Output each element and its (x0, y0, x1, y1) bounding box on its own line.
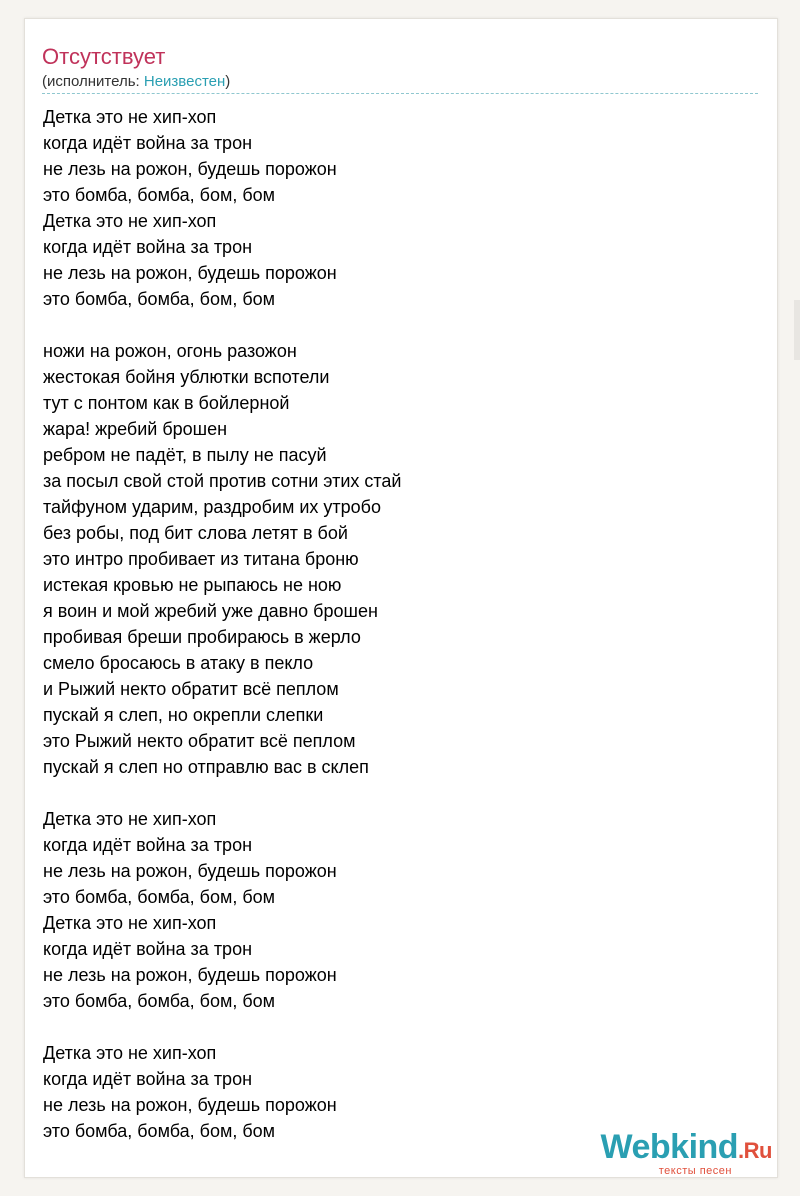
lyrics-line: когда идёт война за трон (43, 1069, 253, 1089)
divider (42, 93, 758, 94)
lyrics-line: смело бросаюсь в атаку в пекло (43, 653, 314, 673)
lyrics-line: жара! жребий брошен (43, 419, 228, 439)
artist-link[interactable]: Неизвестен (143, 73, 226, 90)
lyrics-line: пробивая бреши пробираюсь в жерло (43, 627, 361, 647)
lyrics-line: тайфуном ударим, раздробим их утробо (43, 497, 381, 517)
song-title: Отсутствует (42, 44, 166, 69)
lyrics-line: ножи на рожон, огонь разожон (43, 341, 297, 361)
site-logo[interactable] (601, 1130, 773, 1177)
lyrics-line: Детка это не хип-хоп (43, 107, 217, 127)
lyrics-line: когда идёт война за трон (43, 237, 253, 257)
lyrics-line: когда идёт война за трон (43, 835, 253, 855)
lyrics-text (43, 104, 402, 1144)
scrollbar-thumb[interactable] (794, 300, 800, 360)
lyrics-line: Детка это не хип-хоп (43, 211, 217, 231)
lyrics-line: пускай я слеп, но окрепли слепки (43, 705, 324, 725)
lyrics-line: Детка это не хип-хоп (43, 1043, 217, 1063)
lyrics-line: не лезь на рожон, будешь порожон (43, 159, 337, 179)
lyrics-line: это бомба, бомба, бом, бом (43, 1121, 276, 1141)
lyrics-line: не лезь на рожон, будешь порожон (43, 263, 337, 283)
lyrics-line: не лезь на рожон, будешь порожон (43, 861, 337, 881)
lyrics-line: и Рыжий некто обратит всё пеплом (43, 679, 339, 699)
lyrics-line: это бомба, бомба, бом, бом (43, 185, 276, 205)
lyrics-line: это интро пробивает из титана броню (43, 549, 359, 569)
lyrics-blank-line (43, 780, 402, 806)
logo-suffix: .Ru (738, 1138, 772, 1163)
lyrics-line: пускай я слеп но отправлю вас в склеп (43, 757, 369, 777)
logo-tagline: тексты песен (658, 1165, 732, 1177)
lyrics-line: это бомба, бомба, бом, бом (43, 887, 276, 907)
lyrics-line: истекая кровью не рыпаюсь не ною (43, 575, 342, 595)
lyrics-blank-line (43, 312, 402, 338)
artist-prefix: (исполнитель: (42, 73, 144, 90)
logo-main-text: Webkind (600, 1128, 739, 1166)
artist-suffix: ) (225, 73, 231, 90)
lyrics-line: ребром не падёт, в пылу не пасуй (43, 445, 327, 465)
lyrics-line: тут с понтом как в бойлерной (43, 393, 290, 413)
lyrics-line: Детка это не хип-хоп (43, 913, 217, 933)
lyrics-line: не лезь на рожон, будешь порожон (43, 1095, 337, 1115)
lyrics-line: я воин и мой жребий уже давно брошен (43, 601, 378, 621)
lyrics-blank-line (43, 1014, 402, 1040)
lyrics-line: когда идёт война за трон (43, 133, 253, 153)
artist-line (42, 73, 230, 91)
lyrics-line: это бомба, бомба, бом, бом (43, 991, 276, 1011)
lyrics-line: без робы, под бит слова летят в бой (43, 523, 348, 543)
lyrics-line: не лезь на рожон, будешь порожон (43, 965, 337, 985)
lyrics-line: за посыл свой стой против сотни этих стай (43, 471, 402, 491)
lyrics-line: когда идёт война за трон (43, 939, 253, 959)
lyrics-line: Детка это не хип-хоп (43, 809, 217, 829)
lyrics-line: это Рыжий некто обратит всё пеплом (43, 731, 356, 751)
lyrics-line: это бомба, бомба, бом, бом (43, 289, 276, 309)
lyrics-line: жестокая бойня ублютки вспотели (43, 367, 330, 387)
